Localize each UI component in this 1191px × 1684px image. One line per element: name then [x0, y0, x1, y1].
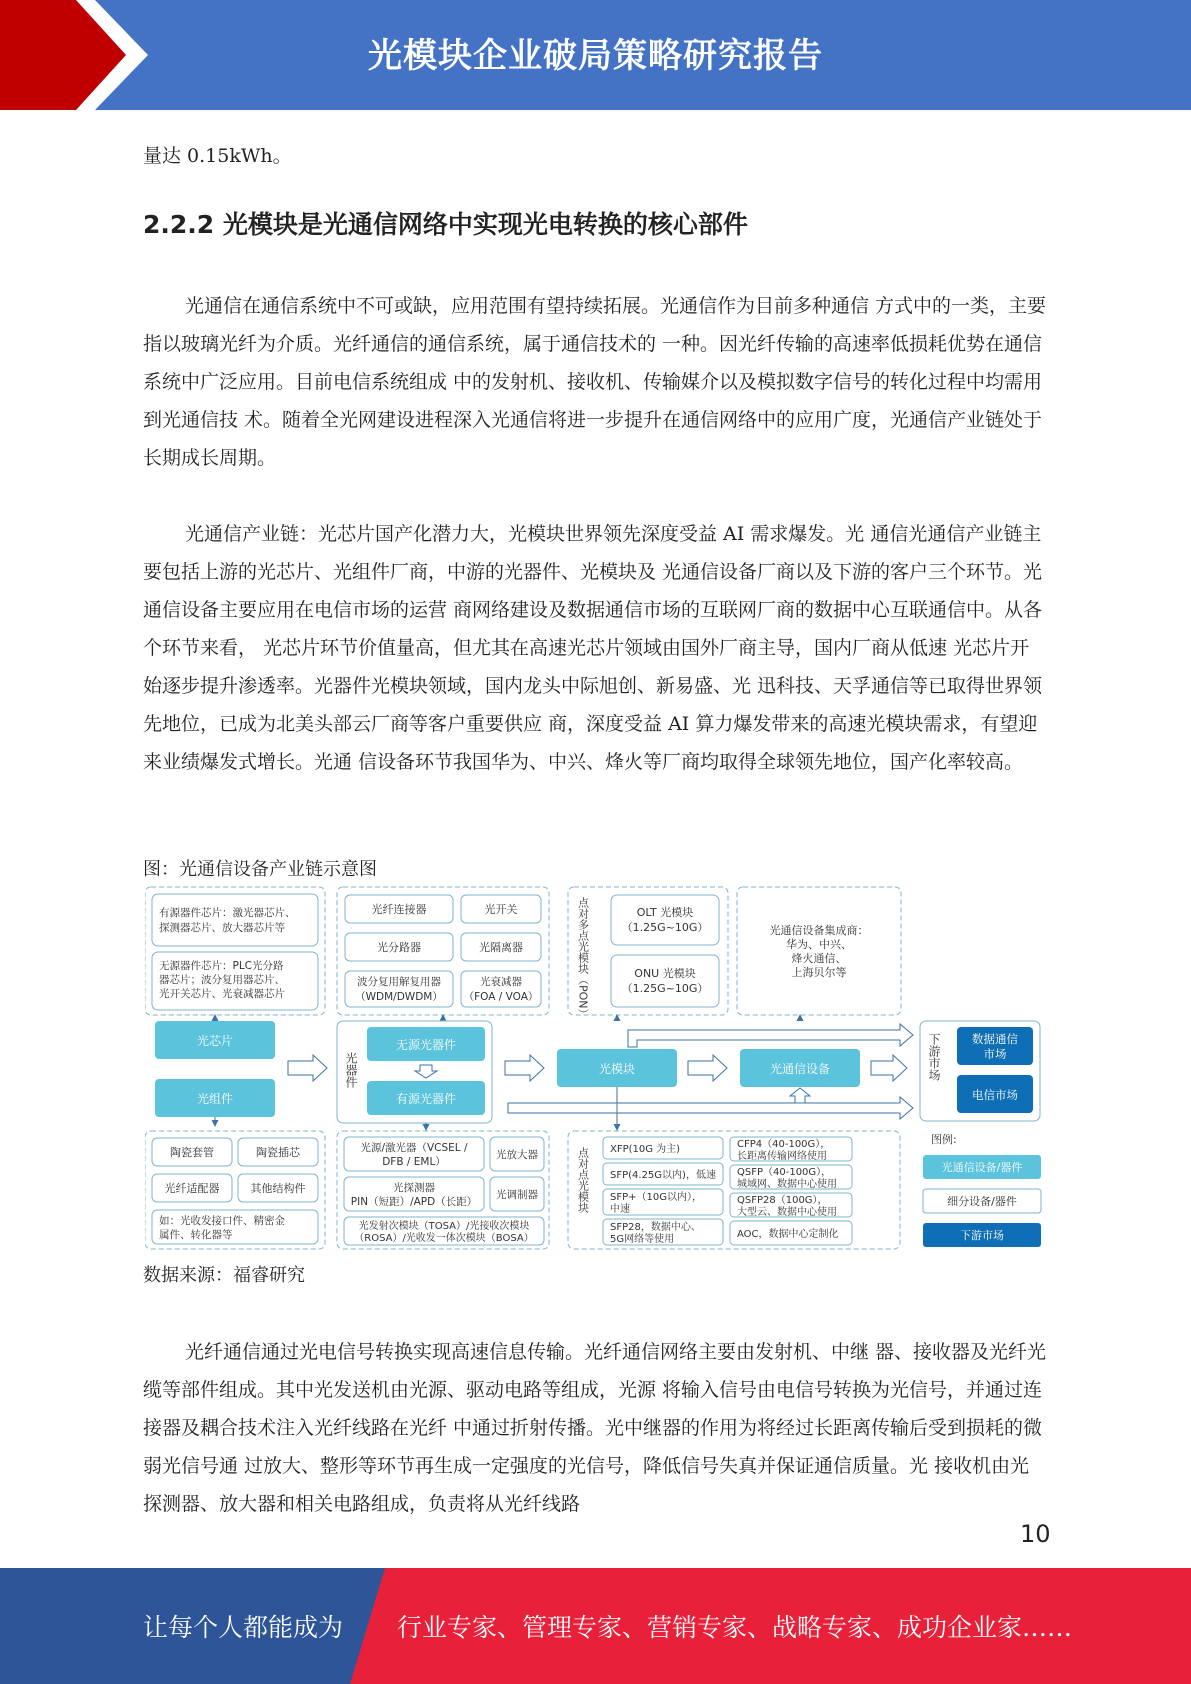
svg-text:光发射次模块（TOSA）/光接收次模块（ROSA）/光收发一: [354, 1219, 534, 1244]
misc-line-2: 属件、转化器等: [159, 1229, 233, 1241]
integrator-line-1: 光通信设备集成商：: [769, 924, 869, 937]
datacom-line-1: 数据通信: [972, 1032, 1018, 1046]
part-foa-line-1: 光衰减器: [480, 976, 522, 988]
node-passive-device-label: 无源光器件: [395, 1038, 457, 1052]
page-header: [0, 0, 1191, 110]
downstream-label: 下游市场: [927, 1033, 941, 1081]
olt-line-2: （1.25G~10G）: [621, 921, 709, 934]
p2p-sfpplus-2: 中速: [610, 1204, 630, 1215]
node-active-device-label: 有源光器件: [395, 1092, 457, 1106]
active-chip-box: [152, 894, 318, 946]
part-fiber-connector: 光纤连接器: [371, 903, 427, 916]
legend-title: 图例:: [931, 1133, 957, 1146]
misc-line-1: 如：光收发接口件、精密金: [159, 1215, 285, 1227]
intro-line: 量达 0.15kWh。: [143, 145, 292, 167]
part-fiber-adapter: 光纤适配器: [164, 1182, 220, 1195]
part-splitter: 光分路器: [377, 941, 421, 954]
p2p-qsfp-1: QSFP（40-100G），: [737, 1167, 832, 1178]
figure-caption: 图：光通信设备产业链示意图: [143, 859, 377, 880]
part-isolator: 光隔离器: [479, 941, 523, 954]
svg-text:无源器件芯片：PLC光分路器芯片；波分复用器芯片、光开关芯片: [159, 959, 285, 1000]
p2p-sfp: SFP(4.25G以内)，低速: [610, 1170, 716, 1181]
part-optical-switch: 光开关: [484, 903, 518, 916]
laser-line-1: 光源/激光器（VCSEL /: [360, 1142, 468, 1154]
p2p-aoc: AOC，数据中心定制化: [737, 1229, 839, 1240]
node-telecom-market-label: 电信市场: [972, 1088, 1018, 1102]
legend-device-label: 光通信设备/器件: [941, 1161, 1023, 1174]
tosa-line-1: 光发射次模块（TOSA）/光接收次模块: [358, 1221, 530, 1232]
part-ceramic-sleeve: 陶瓷套管: [170, 1146, 214, 1159]
part-wdm-line-1: 波分复用解复用器: [357, 976, 441, 988]
integrator-box: [737, 887, 901, 1015]
p2p-cfp4-2: 长距离传输网络使用: [737, 1151, 827, 1162]
footer-slogan-right: 行业专家、管理专家、营销专家、战略专家、成功企业家……: [397, 1613, 1073, 1642]
p2p-qsfp28-1: QSFP28（100G），: [737, 1195, 828, 1206]
paragraph-1: 光通信在通信系统中不可或缺，应用范围有望持续拓展。光通信作为目前多种通信 方式中的一类，主要指以玻璃光纤为介质。光纤通信的通信系统，属于通信技术的 一种。因光纤传输的高速率低损耗优势在通信系统中广泛应用。目前电信系统组成 中的发射机、接收机、传输媒介以及模拟数字信号的转化过程中均需用到光通信技 术。随着全光网建设进程深入光通信将进一步提升在通信网络中的应用广度，光通信产业链处于长期成长周期。: [143, 295, 1047, 469]
figure-source: 数据来源：福睿研究: [143, 1265, 305, 1286]
part-ceramic-ferrule: 陶瓷插芯: [256, 1146, 300, 1159]
legend-downstream-label: 下游市场: [960, 1229, 1004, 1242]
integrator-line-4: 上海贝尔等: [791, 966, 847, 979]
node-equipment-label: 光通信设备: [769, 1062, 831, 1076]
p2p-sfp28-1: SFP28，数据中心、: [610, 1222, 701, 1233]
device-label: 光器件: [344, 1052, 358, 1088]
paragraph-2: 光通信产业链：光芯片国产化潜力大，光模块世界领先深度受益 AI 需求爆发。光 通信光通信产业链主要包括上游的光芯片、光组件厂商，中游的光器件、光模块及 光通信设备厂商以及下游的客户三个环节。光通信设备主要应用在电信市场的运营 商网络建设及数据通信市场的互联网厂商的数据中心互联通信中。从各个环节来看， 光芯片环节价值量高，但尤其在高速光芯片领域由国外厂商主导，国内厂商从低速 光芯片开始逐步提升渗透率。光器件光模块领域，国内龙头中际旭创、新易盛、光 迅科技、天孚通信等已取得世界领先地位，已成为北美头部云厂商等客户重要供应 商，深度受益 AI 算力爆发带来的高速光模块需求，有望迎来业绩爆发式增长。光通 信设备环节我国华为、中兴、烽火等厂商均取得全球领先地位，国产化率较高。: [143, 523, 1043, 773]
page-number: 10: [1020, 1520, 1051, 1548]
industry-chain-diagram: [145, 885, 1045, 1255]
part-modulator: 光调制器: [496, 1189, 538, 1201]
passive-chip-line-2: 器芯片；波分复用器芯片、: [159, 974, 285, 986]
laser-line-2: DFB / EML）: [382, 1156, 446, 1168]
onu-line-1: ONU 光模块: [634, 967, 696, 980]
active-chip-line-1: 有源器件芯片：激光器芯片、: [159, 907, 296, 919]
pon-label: 点对多点光模块（PON）: [576, 897, 590, 1020]
p2p-label: 点对点光模块: [576, 1147, 590, 1213]
olt-line-1: OLT 光模块: [636, 906, 694, 919]
p2p-qsfp28-2: 大型云、数据中心使用: [737, 1207, 837, 1218]
node-optical-module-label: 光模块: [598, 1062, 636, 1076]
p2p-qsfp-2: 城域网、数据中心使用: [737, 1179, 837, 1190]
p2p-xfp: XFP(10G 为主): [610, 1144, 681, 1155]
part-amplifier: 光放大器: [496, 1149, 538, 1161]
onu-line-2: （1.25G~10G）: [621, 982, 709, 995]
footer-slogan-left: 让每个人都能成为: [143, 1613, 344, 1642]
detector-line-1: 光探测器: [393, 1182, 435, 1194]
page-footer: [0, 1568, 1191, 1684]
paragraph-3: 光纤通信通过光电信号转换实现高速信息传输。光纤通信网络主要由发射机、中继 器、接收器及光纤光缆等部件组成。其中光发送机由光源、驱动电路等组成，光源 将输入信号由电信号转换为光信号，并通过连接器及耦合技术注入光纤线路在光纤 中通过折射传播。光中继器的作用为将经过长距离传输后受到损耗的微弱光信号通 过放大、整形等环节再生成一定强度的光信号，降低信号失真并保证通信质量。光 接收机由光探测器、放大器和相关电路组成，负责将从光纤线路: [143, 1341, 1047, 1515]
p2p-cfp4-1: CFP4（40-100G），: [737, 1139, 831, 1150]
section-heading: 2.2.2 光模块是光通信网络中实现光电转换的核心部件: [143, 210, 748, 239]
p2p-sfp28-2: 5G网络等使用: [610, 1234, 675, 1245]
header-title: 光模块企业破局策略研究报告: [368, 35, 823, 76]
integrator-line-2: 华为、中兴、: [786, 938, 852, 951]
p2p-sfpplus-1: SFP+（10G以内），: [610, 1192, 702, 1203]
detector-line-2: PIN（短距）/APD（长距）: [350, 1196, 478, 1208]
passive-chip-line-3: 光开关芯片、光衰减器芯片: [159, 988, 285, 1000]
integrator-line-3: 烽火通信、: [791, 952, 847, 965]
active-chip-line-2: 探测器芯片、放大器芯片等: [159, 922, 285, 934]
node-optical-chip-label: 光芯片: [196, 1034, 234, 1048]
part-other-structure: 其他结构件: [250, 1182, 306, 1195]
tosa-line-2: （ROSA）/光收发一体次模块（BOSA）: [354, 1233, 534, 1244]
svg-text:光通信设备集成商：华为、中兴、烽火通信、上海贝尔等: [770, 923, 869, 979]
legend-subdevice-label: 细分设备/器件: [947, 1195, 1017, 1208]
part-wdm-line-2: （WDM/DWDM）: [355, 991, 443, 1003]
part-foa-line-2: （FOA / VOA）: [463, 991, 539, 1003]
node-optical-component-label: 光组件: [196, 1092, 234, 1106]
passive-chip-line-1: 无源器件芯片：PLC光分路: [159, 960, 284, 972]
datacom-line-2: 市场: [983, 1047, 1007, 1061]
